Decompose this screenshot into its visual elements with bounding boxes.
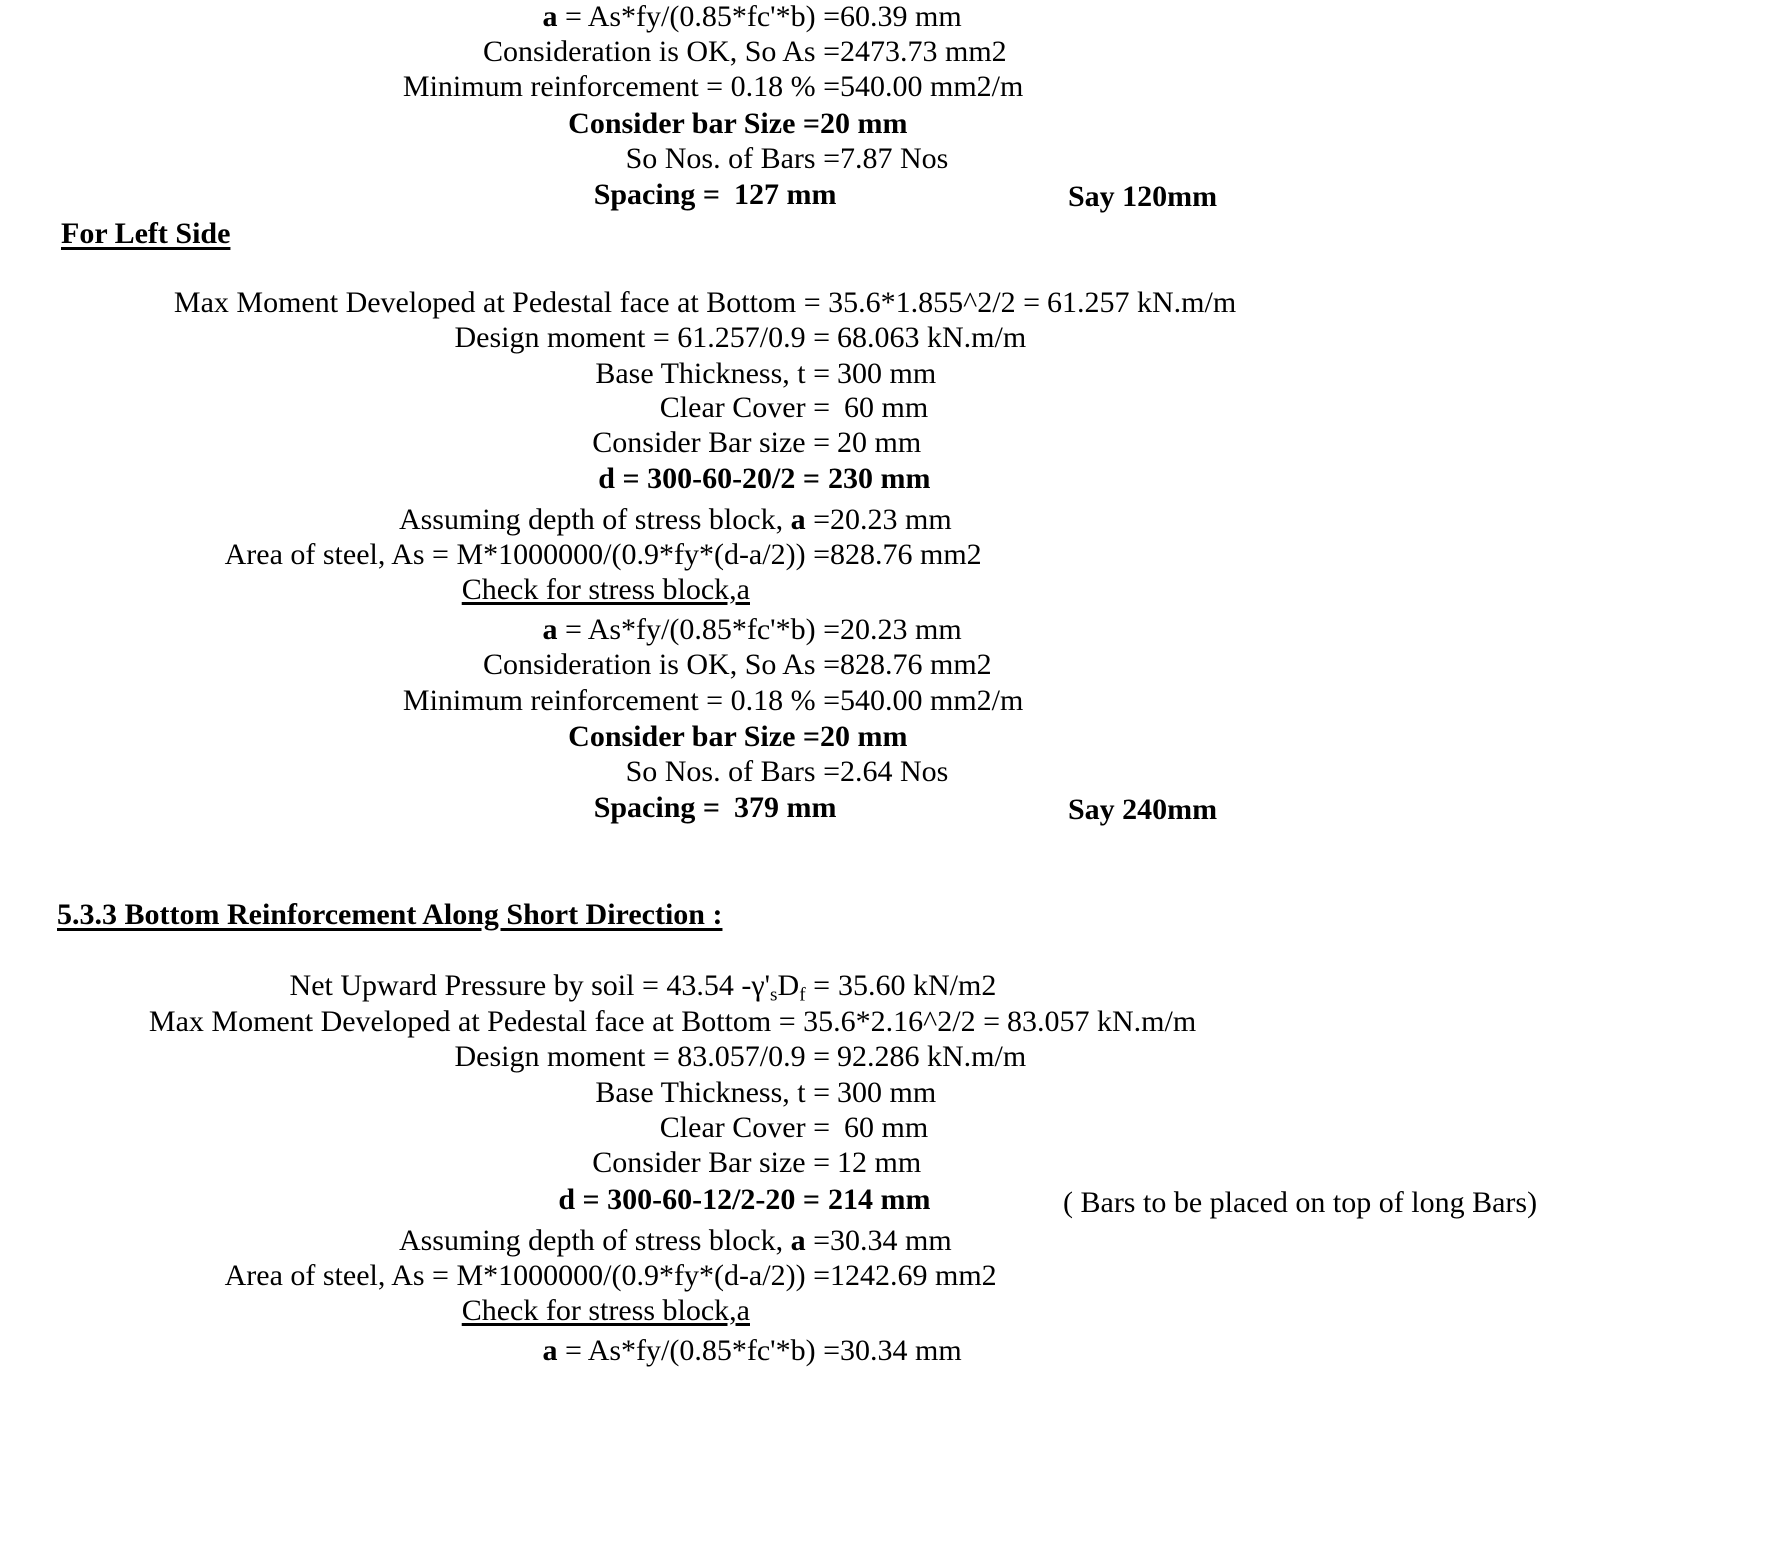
calc-label: Design moment = 61.257/0.9 =: [454, 321, 830, 354]
calc-line-area-of-steel-left: [0, 540, 982, 570]
calc-label-text: = As*fy/(0.85*fc'*b) =: [557, 1334, 840, 1367]
calc-value: 230 mm: [828, 462, 931, 495]
calc-line-consider-bar-size-top: [0, 109, 907, 139]
calc-label: Area of steel, As = M*1000000/(0.9*fy*(d-a/2)) =: [224, 1259, 830, 1292]
subscript-f: f: [799, 984, 806, 1006]
calc-value: 20 mm: [820, 720, 908, 753]
calc-label: Consideration is OK, So As =: [483, 35, 840, 68]
calc-label: Clear Cover =: [659, 1111, 830, 1144]
calc-line-spacing-left: [0, 793, 836, 823]
calc-value: 540.00 mm2/m: [840, 684, 1024, 717]
calc-line-clear-cover-short: [0, 1113, 928, 1143]
calc-label: Spacing =: [593, 791, 720, 824]
heading-for-left-side: For Left Side: [61, 217, 231, 250]
calc-line-min-reinforcement-top: [0, 72, 1023, 102]
note-say-120mm: Say 120mm: [1068, 180, 1218, 213]
calc-value: 2.64 Nos: [840, 755, 949, 788]
calc-line-consideration-ok-top: [0, 37, 1007, 67]
check-for-stress-block-label: Check for stress block,a: [461, 573, 750, 606]
calc-value: 83.057 kN.m/m: [1007, 1005, 1197, 1038]
calc-line-clear-cover-left: [0, 393, 928, 423]
calc-line-max-moment-left: [0, 288, 1236, 318]
calc-label: Max Moment Developed at Pedestal face at Bottom = 35.6*1.855^2/2 =: [173, 286, 1040, 319]
calc-line-nos-of-bars-left: [0, 757, 948, 787]
calc-label: [0, 2, 840, 32]
calc-label: Consideration is OK, So As =: [483, 648, 840, 681]
calc-line-a-stress-block-top: [0, 2, 962, 32]
calc-line-assumed-stress-block-left: [0, 505, 952, 535]
calc-label: Consider Bar size =: [592, 426, 830, 459]
note-say-240mm: Say 240mm: [1068, 793, 1218, 826]
calc-value: 68.063 kN.m/m: [837, 321, 1027, 354]
calc-label: Consider bar Size =: [568, 107, 820, 140]
calc-line-nos-of-bars-top: [0, 144, 948, 174]
calc-value: 12 mm: [837, 1146, 922, 1179]
calc-value: 828.76 mm2: [830, 538, 982, 571]
calc-label: [0, 1336, 840, 1366]
calc-label: So Nos. of Bars =: [625, 755, 840, 788]
note-bars-on-top-of-long-bars: ( Bars to be placed on top of long Bars): [1063, 1186, 1538, 1219]
calc-label: Max Moment Developed at Pedestal face at Bottom = 35.6*2.16^2/2 =: [148, 1005, 1000, 1038]
symbol-a: a: [542, 613, 558, 646]
calc-label-text: Assuming depth of stress block,: [398, 1224, 791, 1257]
calc-label: Minimum reinforcement = 0.18 % =: [402, 684, 840, 717]
calc-label-post: =: [805, 969, 830, 1002]
calc-label: [0, 969, 830, 1006]
symbol-a: a: [790, 503, 806, 536]
calc-line-check-stress-block-short: [0, 1296, 750, 1326]
calc-value: 60 mm: [844, 391, 929, 424]
calc-line-max-moment-short: [0, 1007, 1196, 1037]
calc-value: 127 mm: [734, 178, 837, 211]
heading-section-5-3-3: 5.3.3 Bottom Reinforcement Along Short Direction :: [57, 898, 723, 931]
calc-label: Base Thickness, t =: [595, 357, 830, 390]
calc-label: [0, 1226, 830, 1256]
calc-line-consider-bar-size-calc-left: [0, 428, 921, 458]
calc-label: Minimum reinforcement = 0.18 % =: [402, 70, 840, 103]
calc-value: 2473.73 mm2: [840, 35, 1007, 68]
calc-label-text: Net Upward Pressure by soil = 43.54 -γ': [289, 969, 771, 1002]
calc-line-design-moment-short: [0, 1042, 1026, 1072]
calc-value: 61.257 kN.m/m: [1047, 286, 1237, 319]
calc-value: 30.34 mm: [830, 1224, 952, 1257]
calc-value: 35.60 kN/m2: [838, 969, 997, 1002]
subscript-s: s: [770, 984, 778, 1006]
calc-value: 379 mm: [734, 791, 837, 824]
calc-value: 60.39 mm: [840, 0, 962, 33]
calc-line-consider-bar-size-left: [0, 722, 907, 752]
symbol-a: a: [790, 1224, 806, 1257]
calc-line-effective-depth-short: [0, 1185, 930, 1215]
calc-label-text: = As*fy/(0.85*fc'*b) =: [557, 613, 840, 646]
calc-value: 60 mm: [844, 1111, 929, 1144]
calc-line-min-reinforcement-left: [0, 686, 1023, 716]
calc-value: 20 mm: [820, 107, 908, 140]
calc-line-area-of-steel-short: [0, 1261, 997, 1291]
calc-label: Design moment = 83.057/0.9 =: [454, 1040, 830, 1073]
calc-value: 300 mm: [837, 1076, 937, 1109]
calc-label: Consider Bar size =: [592, 1146, 830, 1179]
calc-label: Base Thickness, t =: [595, 1076, 830, 1109]
calc-line-consider-bar-size-calc-short: [0, 1148, 921, 1178]
calc-label: Area of steel, As = M*1000000/(0.9*fy*(d-a/2)) =: [224, 538, 830, 571]
calc-line-effective-depth-left: [0, 464, 930, 494]
calc-value: 828.76 mm2: [840, 648, 992, 681]
calc-value: 30.34 mm: [840, 1334, 962, 1367]
calc-value: 300 mm: [837, 357, 937, 390]
calc-label: Consider bar Size =: [568, 720, 820, 753]
symbol-a: a: [542, 1334, 558, 1367]
calc-line-spacing-top: [0, 180, 836, 210]
calc-line-check-stress-block-left: [0, 575, 750, 605]
calc-label: So Nos. of Bars =: [625, 142, 840, 175]
calc-line-net-upward-pressure: [0, 969, 997, 1006]
symbol-a: a: [542, 0, 558, 33]
calc-value: 20 mm: [837, 426, 922, 459]
calc-label: [0, 615, 840, 645]
calc-line-base-thickness-left: [0, 359, 936, 389]
calc-value: 214 mm: [828, 1183, 931, 1216]
check-for-stress-block-label: Check for stress block,a: [461, 1294, 750, 1327]
calc-line-assumed-stress-block-short: [0, 1226, 952, 1256]
calc-value: 1242.69 mm2: [830, 1259, 997, 1292]
calc-value: 540.00 mm2/m: [840, 70, 1024, 103]
calc-label-text: Assuming depth of stress block,: [398, 503, 791, 536]
calc-label-suffix: =: [805, 503, 830, 536]
calc-label-text: = As*fy/(0.85*fc'*b) =: [557, 0, 840, 33]
calc-label: d = 300-60-12/2-20 =: [558, 1183, 820, 1216]
calc-label-mid: D: [777, 969, 800, 1002]
calc-label: [0, 505, 830, 535]
calc-value: 20.23 mm: [840, 613, 962, 646]
calc-value: 20.23 mm: [830, 503, 952, 536]
calc-value: 7.87 Nos: [840, 142, 949, 175]
calc-line-a-stress-block-short: [0, 1336, 962, 1366]
calc-label: Clear Cover =: [659, 391, 830, 424]
calc-label: Spacing =: [593, 178, 720, 211]
calc-value: 92.286 kN.m/m: [837, 1040, 1027, 1073]
calc-line-a-stress-block-left: [0, 615, 962, 645]
calc-line-design-moment-left: [0, 323, 1026, 353]
calc-label: d = 300-60-20/2 =: [598, 462, 820, 495]
calc-line-base-thickness-short: [0, 1078, 936, 1108]
calc-line-consideration-ok-left: [0, 650, 992, 680]
calc-label-suffix: =: [805, 1224, 830, 1257]
